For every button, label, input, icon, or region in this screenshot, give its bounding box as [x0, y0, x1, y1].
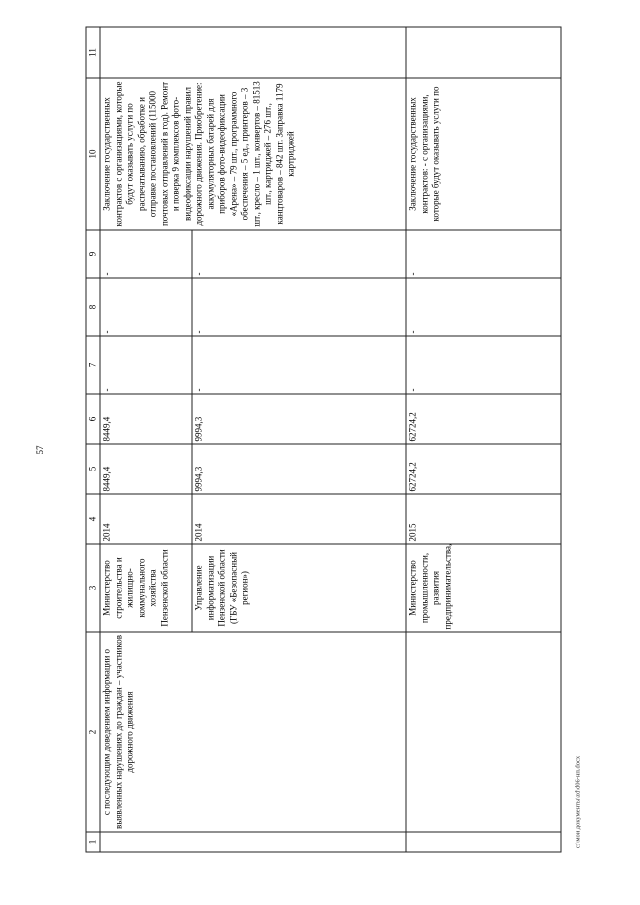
- expected-result: Заключение государственных контрактов: - с организациями, которые будут оказывать услуги по: [406, 78, 561, 230]
- funding-regional: 9994,3: [192, 394, 406, 444]
- column-number: 6: [86, 394, 100, 444]
- column-number: 9: [86, 230, 100, 278]
- funding-col9: -: [406, 230, 561, 278]
- cell-col11: [406, 27, 561, 78]
- column-number: 10: [86, 78, 100, 230]
- landscape-table-wrapper: [85, 28, 565, 853]
- cell-col1: [406, 832, 561, 852]
- year: 2014: [192, 494, 406, 544]
- table-row: [100, 27, 192, 852]
- funding-regional: 8449,4: [100, 394, 192, 444]
- funding-total: 62724,2: [406, 444, 561, 494]
- responsible-executor: Министерство промышленности, развития предпринимательства,: [406, 544, 561, 632]
- column-number: 7: [86, 336, 100, 394]
- column-number: 8: [86, 278, 100, 336]
- funding-total: 8449,4: [100, 444, 192, 494]
- event-description: с последующим доведением информации о выявленных нарушениях до граждан – участников дорожного движения: [100, 632, 406, 832]
- responsible-executor: Управление информатизации Пензенской области (ГБУ «Безопасный регион»): [192, 544, 406, 632]
- column-number: 2: [86, 632, 100, 832]
- year: 2015: [406, 494, 561, 544]
- footer-file-path: c:\мои документы\zd\d06-нп.docx: [574, 755, 582, 849]
- year: 2014: [100, 494, 192, 544]
- funding-col7: -: [100, 336, 192, 394]
- column-number-row: [86, 27, 100, 852]
- funding-col8: -: [100, 278, 192, 336]
- column-number: 4: [86, 494, 100, 544]
- program-table: [85, 27, 561, 853]
- column-number: 11: [86, 27, 100, 78]
- table-row: [406, 27, 561, 852]
- funding-total: 9994,3: [192, 444, 406, 494]
- funding-col8: -: [406, 278, 561, 336]
- column-number: 3: [86, 544, 100, 632]
- page-number: 57: [35, 445, 45, 455]
- funding-col9: -: [100, 230, 192, 278]
- cell-col11: [100, 27, 406, 78]
- column-number: 1: [86, 832, 100, 852]
- column-number: 5: [86, 444, 100, 494]
- cell-col2: [406, 632, 561, 832]
- funding-col9: -: [192, 230, 406, 278]
- funding-regional: 62724,2: [406, 394, 561, 444]
- responsible-executor: Министерство строительства и жилищно-коммунального хозяйства Пензенской области: [100, 544, 192, 632]
- cell-col1: [100, 832, 406, 852]
- expected-result: Заключение государственных контрактов с организациями, которые будут оказывать услуги по распечатыванию, обработке и отправке постановлений (115000 почтовых отправлений в год). Ремонт и поверка 9 комплексов фото-видеофиксации нарушений правил дорожного движения. Приобретение: аккумуляторных батарей для приборов фото-видеофиксации «Арена» – 79 шт., программного обеспечения – 5 ед., принтеров – 3 шт., кресло – 1 шт., конвертов – 81513 шт., картриджей – 276 шт., канцтоваров – 842 шт. Заправка 1179 картриджей: [100, 78, 406, 230]
- funding-col8: -: [192, 278, 406, 336]
- funding-col7: -: [406, 336, 561, 394]
- funding-col7: -: [192, 336, 406, 394]
